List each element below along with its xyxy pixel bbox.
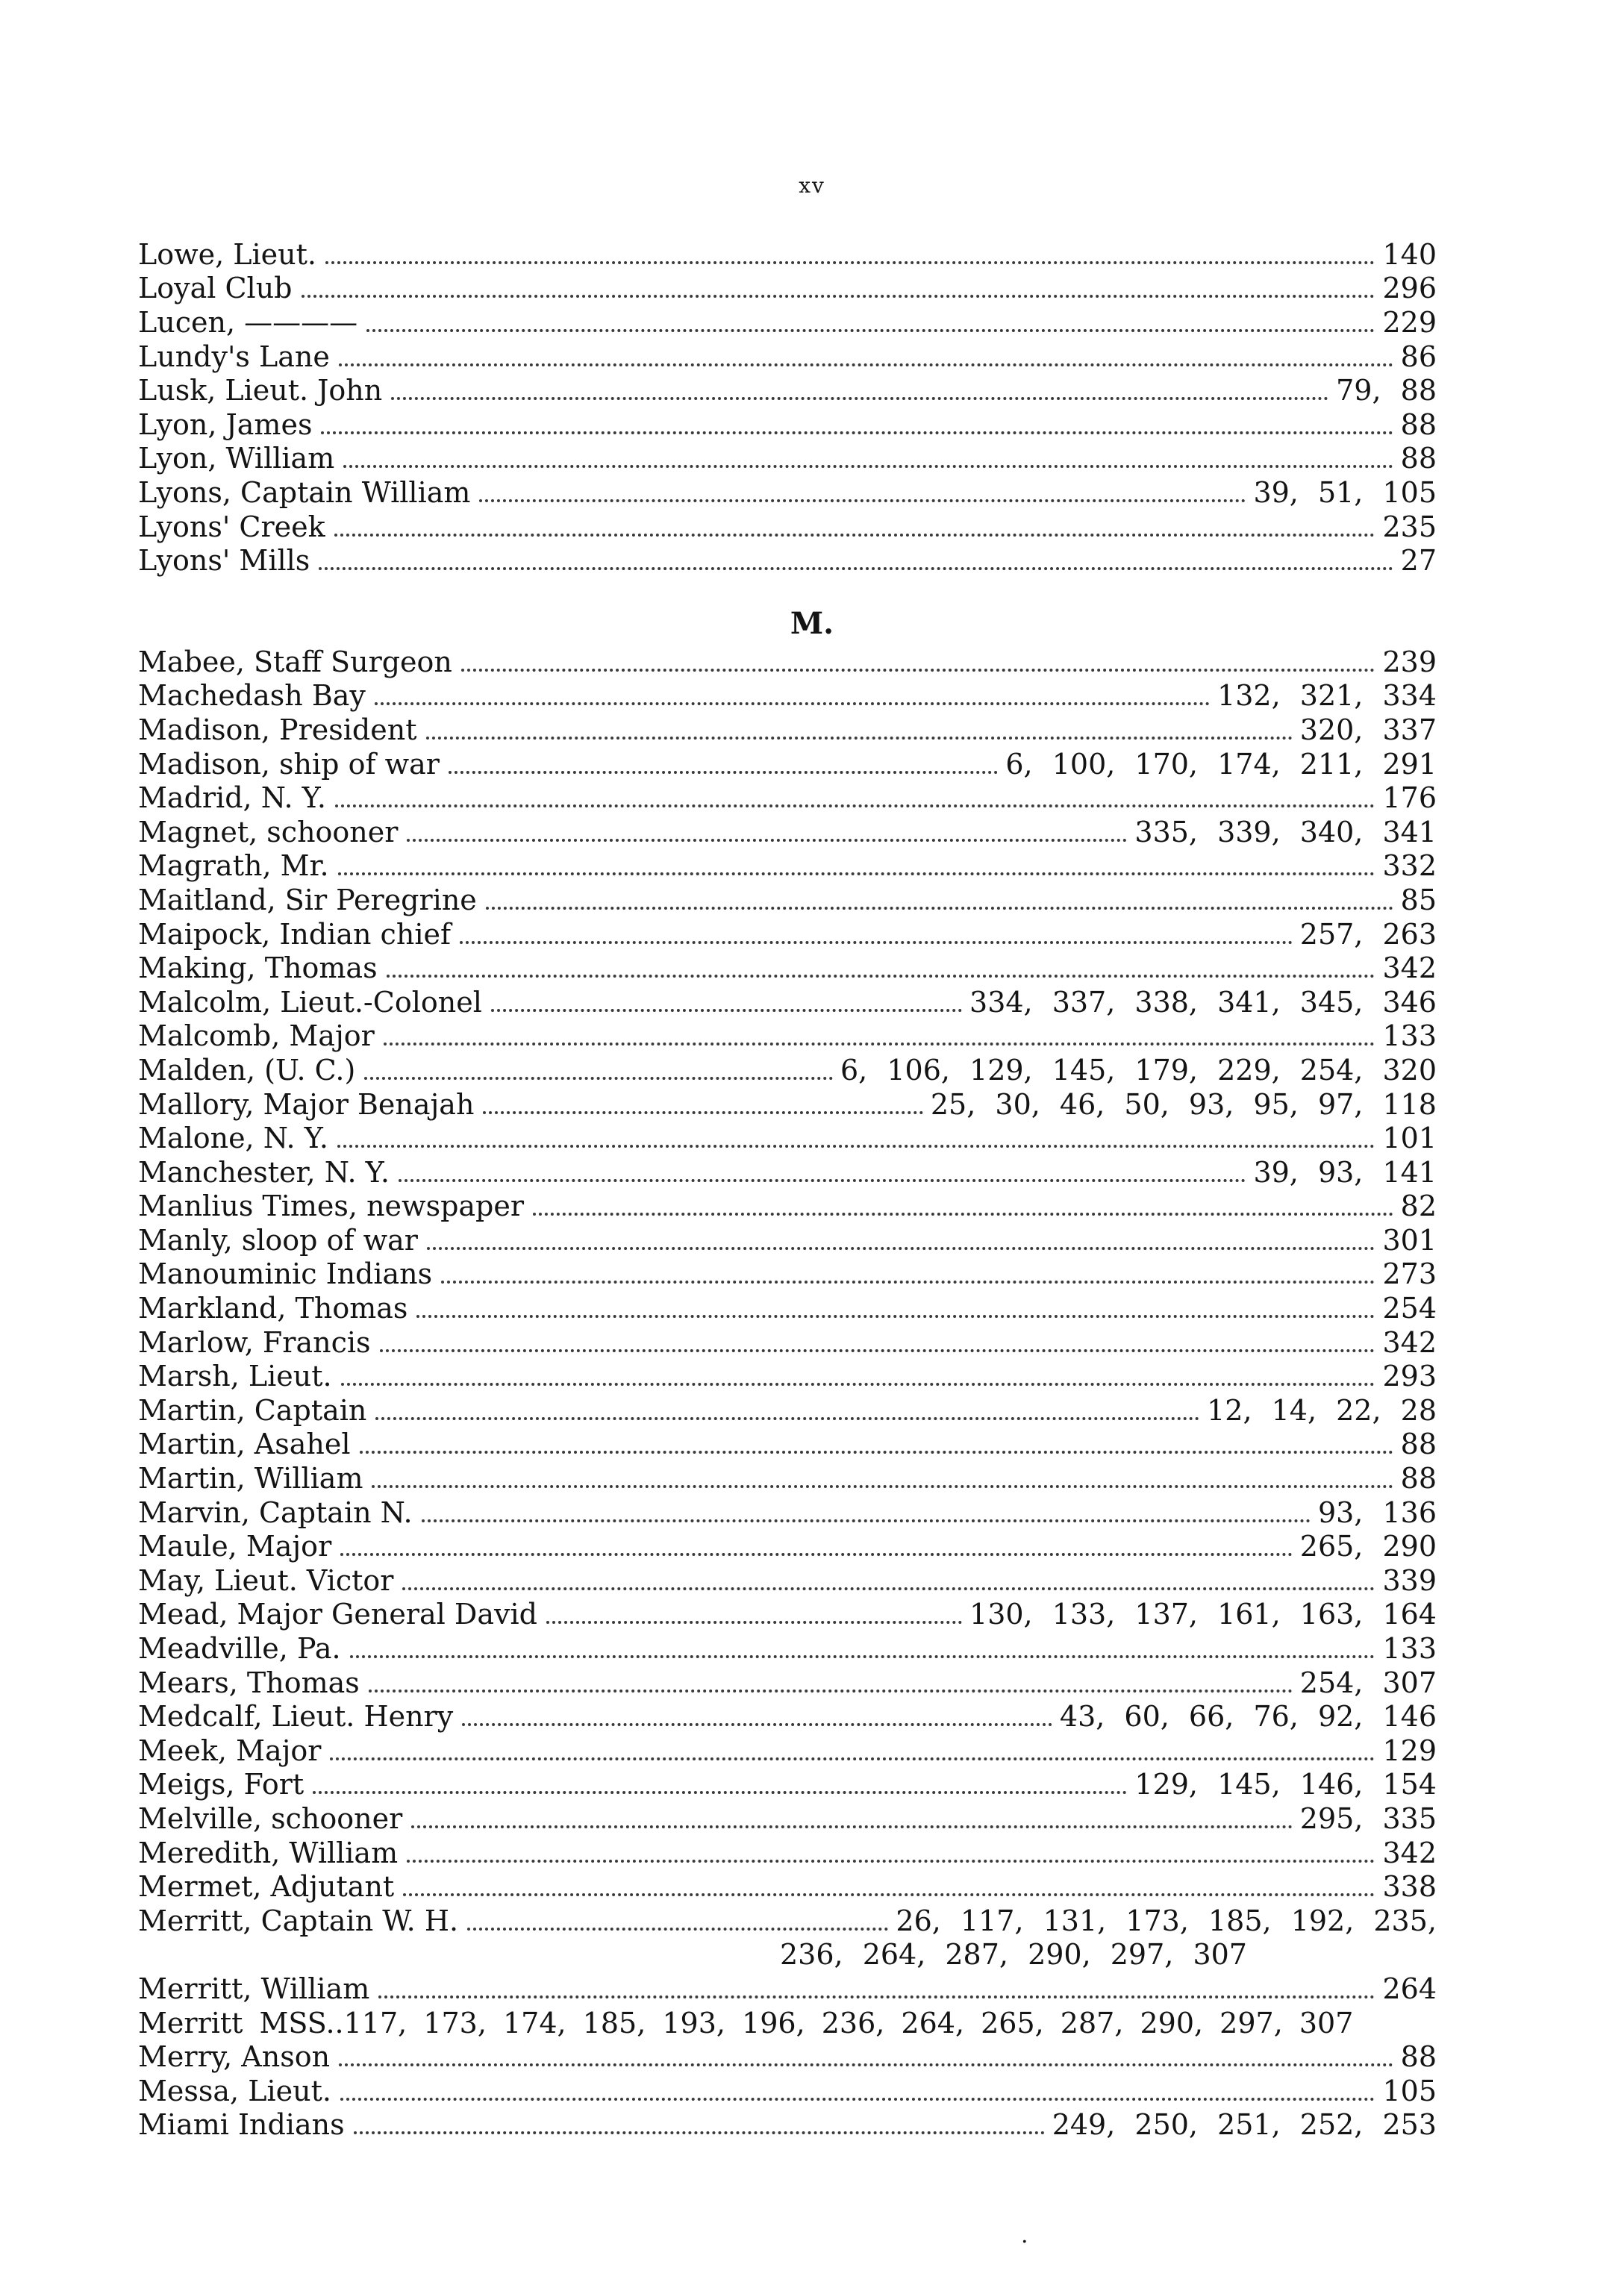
dot-leader (407, 839, 1127, 842)
entry-pages: 273 (1382, 1257, 1437, 1291)
entry-name: Merritt, William (138, 1972, 370, 2005)
entry-pages: 39, 93, 141 (1253, 1155, 1437, 1189)
entry-pages: 249, 250, 251, 252, 253 (1052, 2108, 1437, 2142)
entry-name: Magrath, Mr. (138, 849, 329, 883)
entry-name: Malden, (U. C.) (138, 1053, 356, 1087)
entry-pages: 86 (1400, 340, 1437, 373)
dot-leader (350, 1655, 1375, 1658)
dot-leader (427, 1247, 1375, 1250)
entry-name: Malcomb, Major (138, 1019, 375, 1053)
dot-leader (449, 771, 998, 774)
index-entry (138, 340, 1437, 374)
entry-pages: 254 (1382, 1292, 1437, 1325)
entry-pages: 257, 263 (1299, 917, 1437, 951)
entry-pages: 335, 339, 340, 341 (1134, 815, 1437, 848)
dot-leader (372, 1485, 1393, 1488)
dot-leader (467, 1928, 888, 1931)
entry-name: Manchester, N. Y. (138, 1155, 390, 1189)
entry-pages: 79, 88 (1336, 374, 1437, 407)
index-entry (138, 1904, 1437, 1938)
entry-name: Mallory, Major Benajah (138, 1087, 475, 1121)
entry-name: Mermet, Adjutant (138, 1870, 395, 1904)
index-entry (138, 1598, 1437, 1632)
entry-pages: 265, 290 (1299, 1530, 1437, 1563)
entry-name: Mears, Thomas (138, 1666, 360, 1699)
entry-name: Martin, Asahel (138, 1428, 351, 1461)
entry-name: Medcalf, Lieut. Henry (138, 1700, 454, 1734)
dot-leader (354, 2131, 1045, 2134)
index-entry (138, 1223, 1437, 1257)
entry-pages: 239 (1382, 645, 1437, 678)
entry-name: Merry, Anson (138, 2040, 331, 2074)
entry-pages: 320, 337 (1299, 713, 1437, 746)
entry-name: Miami Indians (138, 2108, 345, 2142)
index-entry (138, 883, 1437, 917)
entry-name: Manlius Times, newspaper (138, 1190, 525, 1223)
entry-pages: 342 (1382, 1325, 1437, 1359)
entry-pages: 6, 100, 170, 174, 211, 291 (1005, 747, 1437, 781)
entry-pages: 342 (1382, 951, 1437, 985)
dot-leader (341, 1383, 1375, 1386)
entry-name: Loyal Club (138, 272, 293, 305)
dot-leader (387, 975, 1375, 978)
dot-leader (411, 1825, 1293, 1828)
dot-leader (426, 737, 1293, 740)
dot-leader (384, 1043, 1375, 1046)
entry-name: Lyons, Captain William (138, 475, 471, 509)
entry-pages: 254, 307 (1299, 1666, 1437, 1699)
dot-leader (461, 669, 1375, 672)
entry-pages: 264 (1382, 1972, 1437, 2005)
dot-leader (319, 567, 1393, 570)
index-entry (138, 849, 1437, 884)
index-entry-continuation (138, 1938, 1437, 1972)
index-entry (138, 1869, 1437, 1904)
entry-pages: 12, 14, 22, 28 (1207, 1393, 1437, 1427)
entry-pages: 88 (1400, 2040, 1437, 2074)
entry-pages: 338 (1382, 1870, 1437, 1904)
index-entry (138, 917, 1437, 951)
index-entry (138, 543, 1437, 578)
entry-pages: 88 (1400, 407, 1437, 441)
dot-leader (375, 1417, 1199, 1420)
dot-leader (339, 363, 1393, 366)
dot-leader (334, 534, 1375, 537)
entry-name: Manly, sloop of war (138, 1223, 418, 1257)
entry-pages: 129 (1382, 1734, 1437, 1767)
index-entry (138, 1087, 1437, 1122)
entry-name: Making, Thomas (138, 951, 378, 985)
index-entry (138, 1019, 1437, 1054)
index-entry (138, 1053, 1437, 1087)
entry-name: Meredith, William (138, 1836, 399, 1869)
entry-name: Lucen, ———— (138, 305, 358, 339)
entry-name: Lusk, Lieut. John (138, 374, 383, 407)
entry-pages: 25, 30, 46, 50, 93, 95, 97, 118 (930, 1087, 1437, 1121)
index-list-m (138, 645, 1437, 2142)
entry-pages: 26, 117, 131, 173, 185, 192, 235, (896, 1904, 1437, 1937)
entry-name: Martin, Captain (138, 1393, 367, 1427)
dot-leader (339, 2063, 1393, 2066)
index-entry (138, 1972, 1437, 2006)
dot-leader (399, 1179, 1246, 1182)
entry-pages: 27 (1400, 544, 1437, 578)
entry-name: Malone, N. Y. (138, 1122, 328, 1155)
index-entry (138, 1768, 1437, 1802)
index-entry (138, 985, 1437, 1019)
entry-name: Meek, Major (138, 1734, 322, 1767)
footer-mark: . (1021, 2222, 1028, 2248)
dot-leader (321, 431, 1393, 434)
entry-pages: 6, 106, 129, 145, 179, 229, 254, 320 (840, 1053, 1437, 1087)
index-entry (138, 713, 1437, 747)
dot-leader (375, 702, 1210, 705)
index-entry (138, 747, 1437, 781)
entry-pages: 88 (1400, 442, 1437, 475)
entry-full-line: Merritt MSS..117, 173, 174, 185, 193, 196, 236, 264, 265, 287, 290, 297, 307 (138, 2006, 1354, 2040)
index-entry (138, 272, 1437, 306)
entry-name: Mead, Major General David (138, 1598, 537, 1631)
index-entry (138, 1461, 1437, 1495)
entry-name: Meadville, Pa. (138, 1632, 341, 1666)
dot-leader (360, 1451, 1393, 1454)
dot-leader (313, 1791, 1127, 1794)
index-entry (138, 2006, 1437, 2040)
index-entry (138, 2108, 1437, 2142)
index-entry (138, 305, 1437, 340)
index-entry (138, 1666, 1437, 1700)
dot-leader (402, 1587, 1375, 1590)
dot-leader (460, 941, 1293, 944)
entry-pages: 140 (1382, 237, 1437, 271)
index-entry (138, 237, 1437, 272)
entry-name: Mabee, Staff Surgeon (138, 645, 452, 678)
entry-name: Manouminic Indians (138, 1257, 433, 1291)
index-entry (138, 951, 1437, 985)
page-number: xv (799, 173, 825, 198)
entry-pages: 295, 335 (1299, 1801, 1437, 1835)
entry-name: Marsh, Lieut. (138, 1360, 332, 1393)
index-entry (138, 781, 1437, 815)
entry-pages: 93, 136 (1317, 1495, 1437, 1529)
index-entry (138, 1631, 1437, 1666)
entry-pages: 101 (1382, 1122, 1437, 1155)
entry-pages: 105 (1382, 2074, 1437, 2107)
index-entry (138, 2074, 1437, 2108)
dot-leader (533, 1213, 1393, 1216)
entry-name: Markland, Thomas (138, 1292, 408, 1325)
index-entry (138, 1495, 1437, 1530)
entry-pages: 82 (1400, 1190, 1437, 1223)
entry-pages: 301 (1382, 1223, 1437, 1257)
entry-name: Merritt, Captain W. H. (138, 1904, 459, 1937)
index-entry (138, 1359, 1437, 1393)
index-entry (138, 1563, 1437, 1598)
entry-pages: 88 (1400, 1462, 1437, 1495)
entry-name: Maipock, Indian chief (138, 917, 452, 951)
dot-leader (441, 1281, 1375, 1284)
index-entry (138, 1325, 1437, 1360)
index-entry (138, 1734, 1437, 1768)
index-entry (138, 1155, 1437, 1190)
dot-leader (369, 1690, 1293, 1693)
index-entry (138, 1836, 1437, 1870)
dot-leader (403, 1893, 1375, 1896)
dot-leader (422, 1519, 1311, 1522)
dot-leader (302, 295, 1375, 298)
entry-name: Maitland, Sir Peregrine (138, 883, 477, 916)
index-entry (138, 1190, 1437, 1224)
entry-pages: 85 (1400, 883, 1437, 916)
entry-name: Martin, William (138, 1462, 363, 1495)
entry-pages: 332 (1382, 849, 1437, 883)
entry-pages: 133 (1382, 1019, 1437, 1053)
dot-leader (343, 465, 1393, 468)
entry-pages: 176 (1382, 781, 1437, 815)
entry-name: Maule, Major (138, 1530, 332, 1563)
dot-leader (391, 397, 1328, 400)
index-entry (138, 1801, 1437, 1836)
dot-leader (338, 872, 1375, 875)
index-entry (138, 1699, 1437, 1734)
dot-leader (366, 329, 1375, 332)
dot-leader (340, 2098, 1375, 2101)
entry-name: Lowe, Lieut. (138, 237, 316, 271)
entry-name: Meigs, Fort (138, 1768, 304, 1801)
entry-name: May, Lieut. Victor (138, 1563, 394, 1597)
section-heading-m: M. (790, 606, 834, 641)
entry-name: Malcolm, Lieut.-Colonel (138, 985, 482, 1019)
dot-leader (330, 1757, 1375, 1760)
index-entry (138, 407, 1437, 442)
entry-name: Messa, Lieut. (138, 2074, 331, 2107)
entry-pages: 235 (1382, 510, 1437, 543)
entry-name: Lyons' Creek (138, 510, 325, 543)
entry-name: Madison, President (138, 713, 417, 746)
index-entry (138, 373, 1437, 407)
dot-leader (491, 1009, 962, 1012)
entry-name: Lundy's Lane (138, 340, 330, 373)
entry-pages: 229 (1382, 305, 1437, 339)
entry-pages: 132, 321, 334 (1217, 679, 1437, 713)
index-entry (138, 1121, 1437, 1155)
entry-pages: 39, 51, 105 (1253, 475, 1437, 509)
dot-leader (325, 261, 1375, 264)
entry-pages: 133 (1382, 1632, 1437, 1666)
index-list-l (138, 237, 1437, 578)
dot-leader (546, 1621, 962, 1624)
entry-name: Melville, schooner (138, 1801, 403, 1835)
dot-leader (407, 1860, 1375, 1863)
index-entry (138, 1529, 1437, 1563)
entry-pages: 129, 145, 146, 154 (1134, 1768, 1437, 1801)
entry-name: Madison, ship of war (138, 747, 440, 781)
entry-name: Madrid, N. Y. (138, 781, 326, 815)
index-entry (138, 1257, 1437, 1292)
index-entry (138, 2040, 1437, 2074)
dot-leader (462, 1723, 1052, 1726)
entry-name: Lyon, William (138, 442, 335, 475)
index-entry (138, 1393, 1437, 1428)
dot-leader (479, 499, 1246, 502)
index-entry (138, 475, 1437, 510)
entry-pages: 334, 337, 338, 341, 345, 346 (969, 985, 1437, 1019)
entry-pages: 293 (1382, 1360, 1437, 1393)
dot-leader (416, 1315, 1375, 1318)
entry-name: Marlow, Francis (138, 1325, 371, 1359)
entry-pages: 88 (1400, 1428, 1437, 1461)
dot-leader (364, 1077, 833, 1080)
entry-pages: 236, 264, 287, 290, 297, 307 (780, 1938, 1247, 1972)
dot-leader (380, 1349, 1375, 1352)
entry-pages: 342 (1382, 1836, 1437, 1869)
entry-name: Lyon, James (138, 407, 313, 441)
index-entry (138, 1291, 1437, 1325)
dot-leader (378, 1995, 1375, 1998)
entry-pages: 130, 133, 137, 161, 163, 164 (969, 1598, 1437, 1631)
entry-name: Magnet, schooner (138, 815, 399, 848)
index-entry (138, 1428, 1437, 1462)
entry-name: Marvin, Captain N. (138, 1495, 413, 1529)
entry-pages: 339 (1382, 1563, 1437, 1597)
dot-leader (483, 1111, 922, 1114)
index-entry (138, 442, 1437, 476)
index-entry (138, 510, 1437, 544)
entry-pages: 43, 60, 66, 76, 92, 146 (1059, 1700, 1437, 1734)
dot-leader (486, 907, 1393, 910)
index-entry (138, 679, 1437, 713)
index-entry (138, 645, 1437, 679)
index-entry (138, 815, 1437, 849)
dot-leader (337, 1145, 1375, 1148)
dot-leader (335, 804, 1375, 807)
entry-pages: 296 (1382, 272, 1437, 305)
entry-name: Lyons' Mills (138, 544, 310, 578)
entry-name: Machedash Bay (138, 679, 366, 713)
dot-leader (340, 1553, 1293, 1556)
